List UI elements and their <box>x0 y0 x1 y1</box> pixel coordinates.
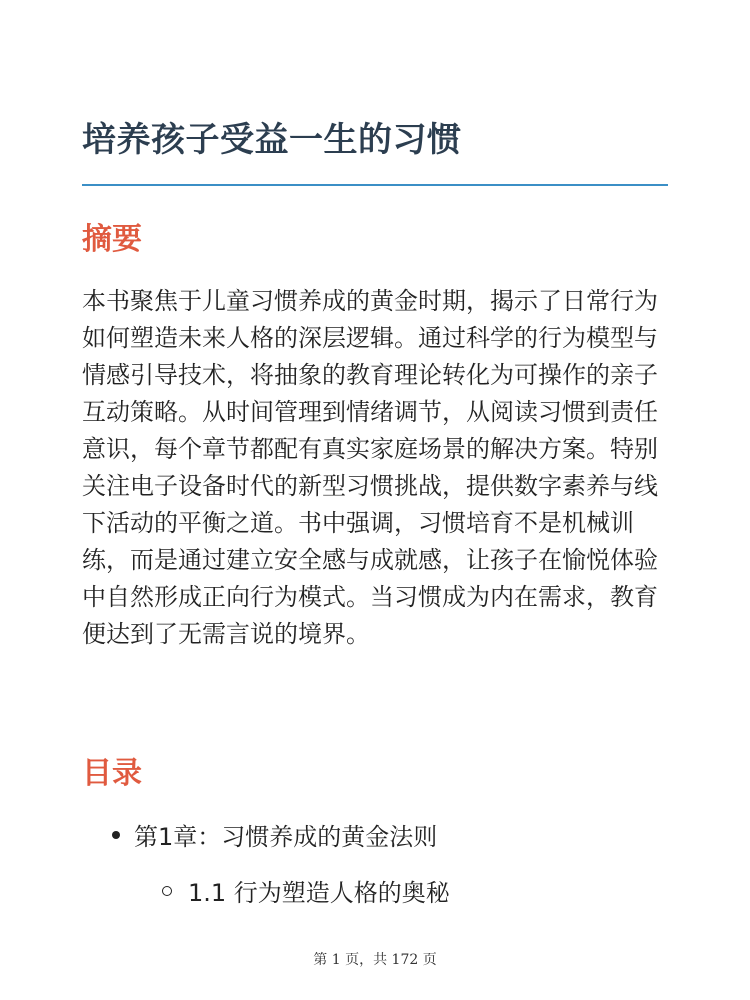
document-title: 培养孩子受益一生的习惯 <box>82 120 462 160</box>
page-number-footer: 第 1 页，共 172 页 <box>313 952 437 968</box>
toc-item-section-1-1[interactable] <box>162 876 450 910</box>
toc-heading: 目录 <box>82 756 142 791</box>
toc-item-chapter-1[interactable] <box>112 820 437 854</box>
toc-item-label: 第1章：习惯养成的黄金法则 <box>134 823 438 851</box>
bullet-dot-icon <box>112 831 120 839</box>
title-divider <box>82 184 668 186</box>
toc-item-label: 1.1 行为塑造人格的奥秘 <box>188 879 450 907</box>
bullet-circle-icon <box>162 886 172 896</box>
abstract-body: 本书聚焦于儿童习惯养成的黄金时期，揭示了日常行为如何塑造未来人格的深层逻辑。通过科学的行为模型与情感引导技术，将抽象的教育理论转化为可操作的亲子互动策略。从时间管理到情绪调节，从阅读习惯到责任意识，每个章节都配有真实家庭场景的解决方案。特别关注电子设备时代的新型习惯挑战，提供数字素养与线下活动的平衡之道。书中强调，习惯培育不是机械训练，而是通过建立安全感与成就感，让孩子在愉悦体验中自然形成正向行为模式。当习惯成为内在需求，教育便达到了无需言说的境界。 <box>82 287 658 648</box>
abstract-heading: 摘要 <box>82 222 142 257</box>
